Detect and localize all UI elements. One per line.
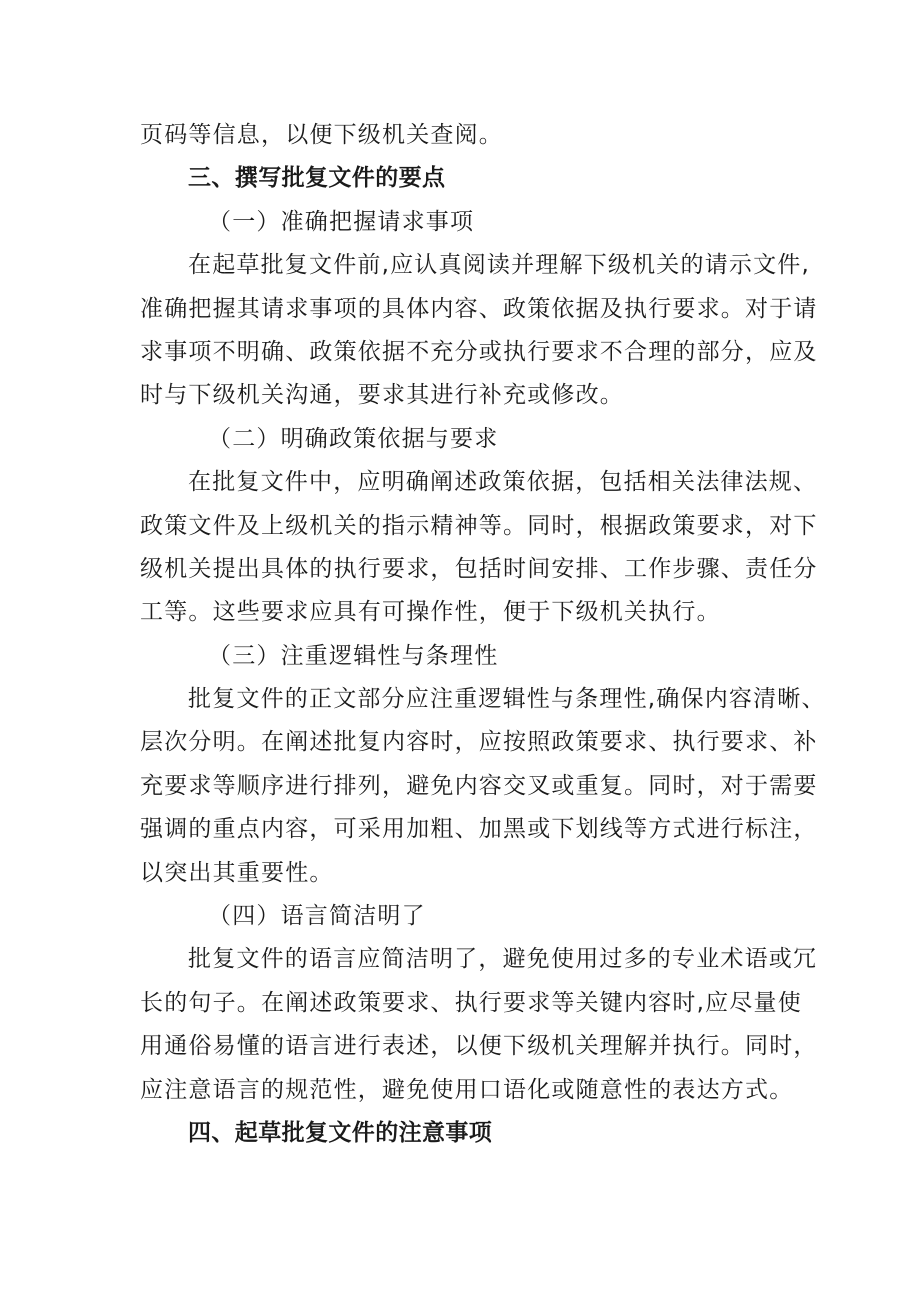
paragraph-line: 用通俗易懂的语言进行表述，以便下级机关理解并执行。同时， (140, 1033, 818, 1060)
paragraph-line: 批复文件的正文部分应注重逻辑性与条理性,确保内容清晰、 (188, 686, 826, 713)
paragraph-line: 应注意语言的规范性，避免使用口语化或随意性的表达方式。 (140, 1076, 794, 1103)
paragraph-line: 批复文件的语言应简洁明了，避免使用过多的专业术语或冗 (188, 946, 818, 973)
body-paragraph-2 (140, 461, 818, 635)
subsection-heading-4: （四）语言简洁明了 (208, 903, 426, 930)
paragraph-line: 层次分明。在阐述批复内容时，应按照政策要求、执行要求、补 (140, 729, 818, 756)
paragraph-line: 时与下级机关沟通，要求其进行补充或修改。 (140, 382, 624, 409)
body-paragraph-3 (140, 678, 826, 895)
body-paragraph-1 (140, 244, 818, 418)
paragraph-line: 以突出其重要性。 (140, 859, 334, 886)
paragraph-line: 在批复文件中，应明确阐述政策依据，包括相关法律法规、 (188, 469, 818, 496)
paragraph-line: 充要求等顺序进行排列，避免内容交叉或重复。同时，对于需要 (140, 772, 818, 799)
paragraph-line: 长的句子。在阐述政策要求、执行要求等关键内容时,应尽量使 (140, 989, 802, 1016)
subsection-heading-1: （一）准确把握请求事项 (208, 208, 475, 235)
subsection-heading-3: （三）注重逻辑性与条理性 (208, 642, 499, 669)
paragraph-line: 准确把握其请求事项的具体内容、政策依据及执行要求。对于请 (140, 295, 818, 322)
paragraph-line: 工等。这些要求应具有可操作性，便于下级机关执行。 (140, 599, 721, 626)
section-heading-3: 三、撰写批复文件的要点 (188, 165, 446, 192)
body-paragraph-4 (140, 938, 818, 1112)
document-body (140, 114, 826, 1155)
paragraph-line: 求事项不明确、政策依据不充分或执行要求不合理的部分，应及 (140, 338, 818, 365)
subsection-heading-2: （二）明确政策依据与要求 (208, 425, 499, 452)
paragraph-line: 在起草批复文件前,应认真阅读并理解下级机关的请示文件, (188, 252, 811, 279)
section-heading-4: 四、起草批复文件的注意事项 (188, 1119, 493, 1146)
paragraph-line: 强调的重点内容，可采用加粗、加黑或下划线等方式进行标注， (140, 816, 818, 843)
continuation-paragraph (140, 114, 788, 157)
paragraph-line: 级机关提出具体的执行要求，包括时间安排、工作步骤、责任分 (140, 555, 818, 582)
paragraph-line: 政策文件及上级机关的指示精神等。同时，根据政策要求，对下 (140, 512, 818, 539)
paragraph-line: 页码等信息，以便下级机关查阅。 (140, 122, 503, 148)
